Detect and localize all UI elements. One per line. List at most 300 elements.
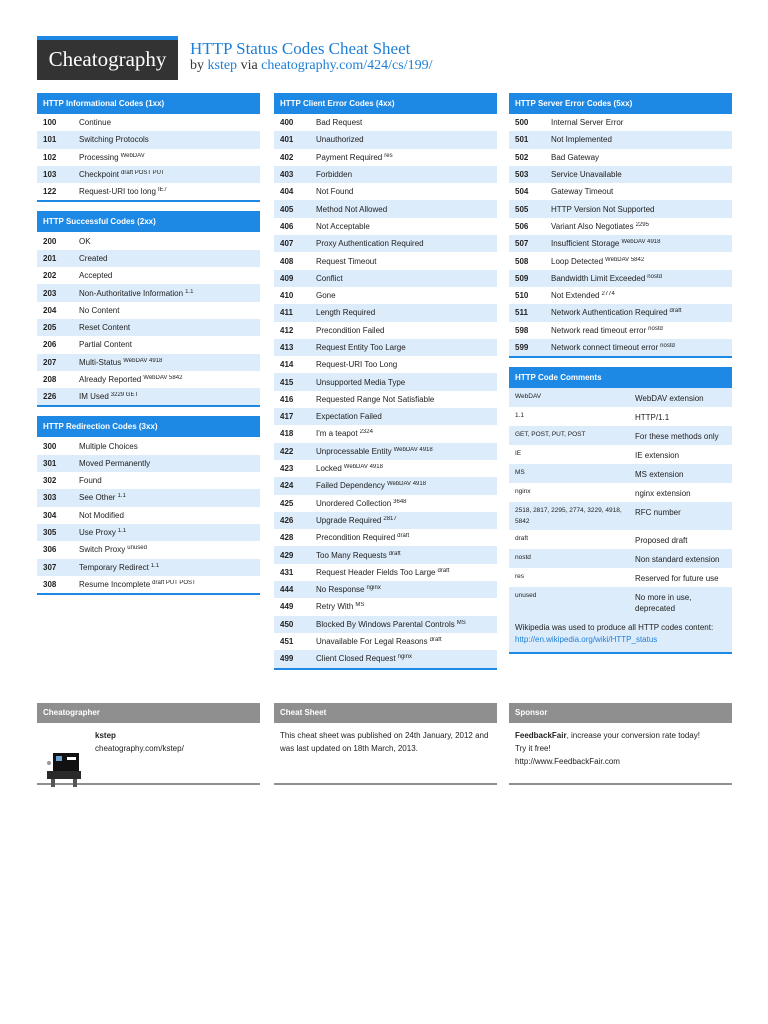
status-description: Moved Permanently [79,458,151,468]
status-row [37,524,260,541]
status-row [274,408,497,425]
comment-value: Reserved for future use [635,574,719,584]
status-description-cell [551,239,732,248]
status-code: 204 [43,305,57,315]
status-note: draft PUT POST [152,579,196,586]
status-code: 425 [280,498,294,508]
status-row [509,114,732,131]
status-code: 403 [280,170,294,180]
status-description-cell [79,511,260,520]
comment-row [509,407,732,426]
cheat-sheet-info: This cheat sheet was published on 24th January, 2012 and was last updated on 18th March, 2013. [280,731,489,753]
status-code: 414 [280,360,294,370]
status-description-cell [316,464,497,473]
status-row [37,354,260,371]
comment-value: IE extension [635,451,680,461]
comment-key: MS [515,469,525,477]
status-row [37,131,260,148]
status-code: 416 [280,394,294,404]
status-description-cell [316,568,497,577]
status-note: WebDAV 4918 [386,481,427,488]
box-header: HTTP Successful Codes (2xx) [37,211,260,232]
status-row [274,356,497,373]
status-note: 3229 GET [110,392,139,399]
status-description: Unauthorized [316,135,364,145]
cheatographer-header: Cheatographer [37,703,260,723]
status-description: Request-URI too long [79,187,156,197]
status-description-cell [316,378,497,387]
author-link[interactable]: kstep [207,58,238,73]
status-description-cell [551,222,732,231]
status-description: OK [79,236,91,246]
sponsor-link[interactable]: http://www.FeedbackFair.com [515,757,620,766]
status-note: draft [397,533,410,540]
comment-row [509,587,732,617]
status-note: IE7 [157,187,167,194]
comment-key: nostd [515,554,531,562]
comment-value: MS extension [635,470,684,480]
status-description-cell [79,271,260,280]
status-description: Switching Protocols [79,135,149,145]
status-code: 201 [43,253,57,263]
status-code: 422 [280,446,294,456]
status-description: Blocked By Windows Parental Controls [316,619,455,629]
status-description-cell [316,274,497,283]
comment-value: nginx extension [635,489,691,499]
status-code: 502 [515,152,529,162]
cheat-sheet-box [274,703,497,785]
comment-key: WebDAV [515,393,542,401]
comment-row [509,549,732,568]
status-description: Retry With [316,602,354,612]
status-description: Partial Content [79,340,132,350]
status-row [37,166,260,183]
comment-value: WebDAV extension [635,394,704,404]
status-row [509,183,732,200]
comment-key: draft [515,535,529,543]
status-note: draft POST PUT [121,170,165,177]
comment-key: IE [515,450,522,458]
comment-value: For these methods only [635,432,719,442]
status-row [37,284,260,301]
status-code: 424 [280,481,294,491]
status-row [37,267,260,284]
status-code-box [274,93,497,670]
status-description-cell [316,395,497,404]
status-description: Requested Range Not Satisfiable [316,394,435,404]
status-description-cell [551,308,732,317]
status-description: Upgrade Required [316,515,382,525]
status-description-cell [79,254,260,263]
status-description-cell [79,135,260,144]
author-avatar [43,749,87,789]
status-code: 598 [515,325,529,335]
status-row [37,455,260,472]
status-code: 508 [515,256,529,266]
status-description: Reset Content [79,323,131,333]
status-row [274,304,497,321]
status-note: WebDAV 4918 [123,357,163,364]
status-code: 423 [280,464,294,474]
status-row [37,250,260,267]
status-code: 207 [43,357,57,367]
status-description: Insufficient Storage [551,239,620,249]
status-description-cell [316,412,497,421]
status-description: Multi-Status [79,357,122,367]
status-code: 510 [515,291,529,301]
status-description: Request Entity Too Large [316,343,406,352]
status-code: 404 [280,187,294,197]
status-description-cell [79,306,260,315]
status-note: 2295 [635,221,649,228]
status-description: Non-Authoritative Information [79,288,184,298]
column-2 [274,93,497,679]
status-row [274,235,497,252]
status-code: 305 [43,528,57,538]
status-note: WebDAV [120,152,145,159]
status-description: Resume Incomplete [79,579,151,589]
status-description-cell [79,459,260,468]
byline [190,58,433,74]
status-code: 208 [43,375,57,384]
status-code: 599 [515,343,529,352]
status-description-cell [316,360,497,369]
cheatographer-profile-link[interactable]: cheatography.com/kstep/ [95,744,184,753]
status-row [274,183,497,200]
box-header: HTTP Informational Codes (1xx) [37,93,260,114]
status-code-box [37,93,260,202]
cheatography-logo[interactable]: Cheatography [37,36,178,80]
status-code: 203 [43,288,57,298]
status-description-cell [79,392,260,401]
status-row [274,477,497,494]
status-description: Unavailable For Legal Reasons [316,637,428,647]
status-description: Not Acceptable [316,221,370,231]
status-description-cell [551,343,732,352]
status-code: 503 [515,170,529,180]
status-code: 500 [515,118,529,128]
comment-value: HTTP/1.1 [635,413,670,423]
status-note: 1.1 [150,562,160,569]
comment-row [509,388,732,407]
comment-value: Non standard extension [635,555,720,565]
status-description: Conflict [316,273,343,283]
status-code: 511 [515,308,528,318]
cheat-sheet-header: Cheat Sheet [274,703,497,723]
box-header: HTTP Server Error Codes (5xx) [509,93,732,114]
sponsor-try: Try it free! [515,744,551,753]
status-row [274,218,497,235]
status-note: 1.1 [185,288,194,295]
status-code: 409 [280,273,294,283]
status-code: 418 [280,429,294,439]
status-note: unused [127,545,147,552]
status-description-cell [551,257,732,266]
status-note: res [384,152,393,159]
status-row [509,304,732,321]
status-code: 402 [280,152,294,162]
status-description-cell [79,528,260,537]
status-row [37,489,260,506]
status-note: 3648 [393,498,407,505]
wikipedia-note [509,617,732,652]
status-description: Unsupported Media Type [316,377,406,387]
status-row [274,270,497,287]
status-code: 100 [43,118,57,128]
status-note: 2774 [601,291,615,298]
status-row [509,322,732,339]
status-row [37,437,260,454]
status-row [37,336,260,353]
status-description-cell [316,516,497,525]
column-3 [509,93,732,663]
status-row [509,252,732,269]
status-row [509,131,732,148]
comment-row [509,530,732,549]
status-code: 308 [43,579,57,589]
status-note: draft [429,637,442,644]
wikipedia-link[interactable]: http://en.wikipedia.org/wiki/HTTP_status [515,635,658,645]
sponsor-brand[interactable]: FeedbackFair [515,731,567,740]
status-description: Request-URI Too Long [316,360,398,370]
status-code: 103 [43,170,57,180]
status-row [274,529,497,546]
status-row [37,302,260,319]
status-description: Gateway Timeout [551,187,614,197]
status-description-cell [316,187,497,196]
status-description-cell [316,135,497,144]
status-description-cell [316,620,497,629]
status-description: Forbidden [316,170,353,180]
status-row [274,598,497,615]
status-row [274,564,497,581]
status-description-cell [79,187,260,196]
status-code: 507 [515,239,529,249]
comment-row [509,426,732,445]
status-code: 307 [43,562,57,572]
comment-value: No more in use, deprecated [635,593,692,614]
status-note: 2324 [359,429,373,436]
status-description-cell [79,563,260,572]
status-description-cell [79,442,260,451]
comment-row [509,568,732,587]
status-description-cell [316,637,497,646]
status-code-box [37,416,260,595]
status-description: Bandwidth Limit Exceeded [551,273,646,283]
status-row [274,512,497,529]
status-description: Found [79,476,102,486]
status-description: Bad Gateway [551,152,600,162]
status-code: 451 [280,637,294,647]
status-description: Unordered Collection [316,498,392,508]
status-description: Not Extended [551,291,600,301]
status-note: 1.1 [117,528,127,535]
status-description: Multiple Choices [79,441,138,451]
status-code: 407 [280,239,294,249]
status-description-cell [551,170,732,179]
status-description-cell [316,602,497,611]
status-description-cell [316,447,497,456]
status-description-cell [79,340,260,349]
sponsor-box [509,703,732,785]
status-row [274,495,497,512]
status-description: See Other [79,493,116,503]
status-note: draft [437,567,450,574]
status-row [37,541,260,558]
status-row [509,287,732,304]
status-description-cell [79,153,260,162]
status-row [274,460,497,477]
status-code: 431 [280,567,294,577]
status-code: 449 [280,602,294,612]
status-row [37,149,260,166]
status-row [509,166,732,183]
status-description: Not Implemented [551,135,612,145]
status-code: 509 [515,273,529,283]
status-row [274,166,497,183]
status-description-cell [79,580,260,589]
status-description-cell [316,533,497,542]
status-description: Loop Detected [551,256,604,266]
status-code: 405 [280,204,294,214]
status-row [509,218,732,235]
status-row [274,373,497,390]
box-header: HTTP Redirection Codes (3xx) [37,416,260,437]
comment-key: nginx [515,488,531,496]
status-code: 302 [43,476,57,486]
status-row [274,252,497,269]
status-description: Client Closed Request [316,654,396,664]
status-row [274,339,497,356]
status-description-cell [316,118,497,127]
status-row [37,371,260,388]
sponsor-line [515,729,726,742]
box-header: HTTP Client Error Codes (4xx) [274,93,497,114]
status-code: 428 [280,533,294,543]
status-code: 429 [280,550,294,560]
sheet-url-link[interactable]: cheatography.com/424/cs/199/ [261,58,433,73]
status-description-cell [316,257,497,266]
status-description-cell [316,291,497,300]
status-row [274,200,497,217]
status-description-cell [316,585,497,594]
status-code: 226 [43,392,57,402]
code-comments-box [509,367,732,654]
status-note: nostd [647,273,662,280]
status-description-cell [316,326,497,335]
comment-key: GET, POST, PUT, POST [515,431,586,439]
status-description-cell [551,205,732,214]
status-code-box [509,93,732,358]
comment-row [509,464,732,483]
status-row [37,388,260,405]
status-description: Unprocessable Entity [316,446,392,456]
status-code: 306 [43,545,57,555]
status-row [509,149,732,166]
status-row [274,546,497,563]
comment-key: 1.1 [515,412,525,420]
status-description-cell [316,481,497,490]
status-description-cell [79,375,260,384]
status-row [37,183,260,200]
status-description-cell [316,153,497,162]
status-row [274,287,497,304]
status-description-cell [79,493,260,502]
status-description: Use Proxy [79,528,116,538]
status-description-cell [79,358,260,367]
status-description: Created [79,253,108,263]
status-description-cell [79,545,260,554]
status-description: Locked [316,464,342,474]
status-row [37,472,260,489]
comment-key: 2518, 2817, 2295, 2774, 3229, 4918, 5842 [515,507,622,526]
status-description-cell [79,476,260,485]
status-note: nostd [648,325,663,332]
status-code: 504 [515,187,529,197]
sponsor-tagline: , increase your conversion rate today! [566,731,700,740]
status-description: Payment Required [316,152,383,162]
status-description: Accepted [79,271,113,281]
status-code: 202 [43,271,57,281]
status-note: WebDAV 4918 [343,464,383,471]
status-description: Expectation Failed [316,412,382,422]
status-description-cell [316,654,497,663]
wikipedia-text: Wikipedia was used to produce all HTTP codes content: [515,623,714,633]
status-description-cell [316,551,497,560]
status-code: 101 [43,135,57,145]
status-note: nostd [660,343,675,349]
status-description-cell [316,170,497,179]
status-description: Switch Proxy [79,545,126,555]
status-code: 413 [280,343,294,352]
status-description: Temporary Redirect [79,562,149,572]
status-code: 410 [280,291,294,301]
status-note: nginx [397,654,412,661]
status-description-cell [79,170,260,179]
status-note: WebDAV 5842 [143,375,183,381]
status-row [509,200,732,217]
status-description: Failed Dependency [316,481,385,491]
status-description-cell [316,429,497,438]
cheatographer-name[interactable]: kstep [95,731,116,740]
status-description: Network connect timeout error [551,343,659,352]
status-note: WebDAV 4918 [393,446,433,453]
status-description: Network read timeout error [551,325,647,335]
status-description: No Response [316,585,365,595]
status-description: Continue [79,118,112,128]
status-row [274,581,497,598]
by-label: by [190,58,204,73]
status-row [37,114,260,131]
status-description: Gone [316,291,336,301]
status-description-cell [79,289,260,298]
status-description: Not Modified [79,510,124,520]
status-code: 206 [43,340,57,350]
status-code: 205 [43,323,57,333]
status-description-cell [551,274,732,283]
status-description: Internal Server Error [551,118,624,128]
status-note: draft [388,550,401,557]
comment-row [509,445,732,464]
status-note: WebDAV 4918 [621,239,661,246]
status-row [274,616,497,633]
status-description-cell [316,343,497,352]
status-code: 401 [280,135,294,145]
status-description: IM Used [79,392,109,402]
status-code: 304 [43,510,57,520]
status-description: Length Required [316,308,376,318]
status-code: 300 [43,441,57,451]
